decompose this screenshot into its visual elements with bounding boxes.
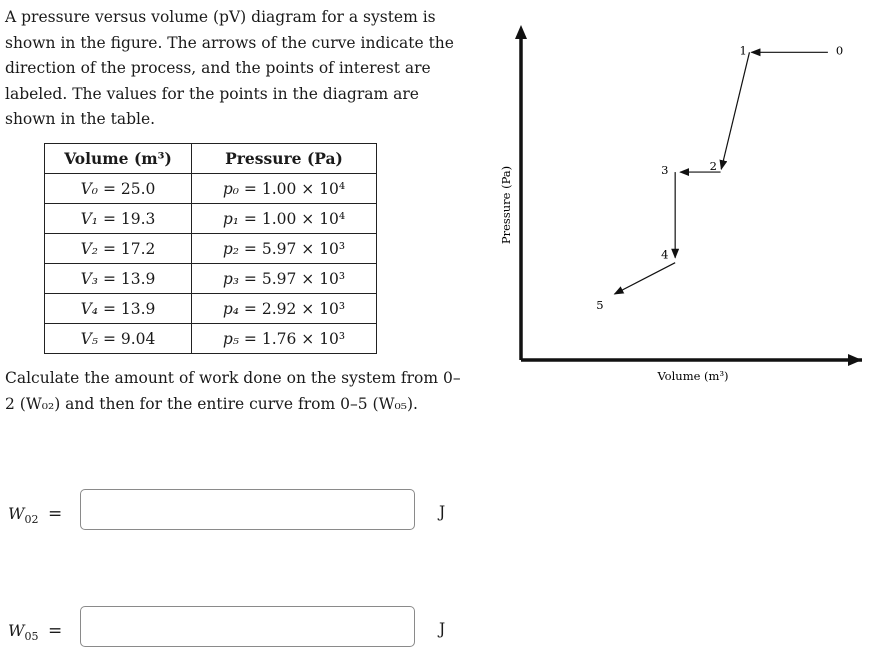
problem-intro: A pressure versus volume (pV) diagram for a system is shown in the figure. The arrows of the curve indicate the direction of the process, and the points of interest are labeled. The values for the points in the diagram are shown in the table. xyxy=(5,8,454,128)
point-label-0: 0 xyxy=(835,43,844,58)
table-row xyxy=(45,294,377,324)
table-row xyxy=(45,264,377,294)
x-axis-label: Volume (m³) xyxy=(657,369,729,383)
pressure-cell: p₁ = 1.00 × 10⁴ xyxy=(192,204,377,234)
volume-cell: V₃ = 13.9 xyxy=(45,264,192,294)
volume-cell: V₅ = 9.04 xyxy=(45,324,192,354)
point-label-2: 2 xyxy=(709,159,717,174)
volume-header: Volume (m³) xyxy=(45,144,192,174)
volume-cell: V₁ = 19.3 xyxy=(45,204,192,234)
w05-input[interactable] xyxy=(80,606,415,647)
pressure-cell: p₄ = 2.92 × 10³ xyxy=(192,294,377,324)
point-label-3: 3 xyxy=(661,163,669,178)
w02-unit: J xyxy=(439,503,446,521)
table-row xyxy=(45,204,377,234)
w02-equals: = xyxy=(48,504,63,524)
process-segment-4-5 xyxy=(615,263,676,294)
y-axis-label: Pressure (Pa) xyxy=(499,165,513,245)
volume-cell: V₀ = 25.0 xyxy=(45,174,192,204)
question-text: Calculate the amount of work done on the system from 0–2 (W₀₂) and then for the entire curve from 0–5 (W₀₅). xyxy=(5,369,461,413)
process-segment-1-2 xyxy=(721,52,749,169)
point-label-1: 1 xyxy=(739,43,747,58)
volume-cell: V₂ = 17.2 xyxy=(45,234,192,264)
y-axis-arrow xyxy=(515,25,527,39)
point-label-5: 5 xyxy=(596,298,604,313)
w05-equals: = xyxy=(48,621,63,641)
pressure-cell: p₀ = 1.00 × 10⁴ xyxy=(192,174,377,204)
pressure-cell: p₃ = 5.97 × 10³ xyxy=(192,264,377,294)
table-row xyxy=(45,324,377,354)
pv-diagram xyxy=(490,20,870,390)
w02-label: $W_{02}$ xyxy=(8,504,39,527)
table-row xyxy=(45,234,377,264)
volume-cell: V₄ = 13.9 xyxy=(45,294,192,324)
values-table xyxy=(44,143,377,354)
table-row xyxy=(45,174,377,204)
w05-unit: J xyxy=(439,620,446,638)
pressure-cell: p₅ = 1.76 × 10³ xyxy=(192,324,377,354)
pressure-cell: p₂ = 5.97 × 10³ xyxy=(192,234,377,264)
x-axis-arrow xyxy=(848,354,862,366)
pressure-header: Pressure (Pa) xyxy=(192,144,377,174)
point-label-4: 4 xyxy=(661,247,669,262)
w05-label: $W_{05}$ xyxy=(8,621,39,644)
w02-input[interactable] xyxy=(80,489,415,530)
